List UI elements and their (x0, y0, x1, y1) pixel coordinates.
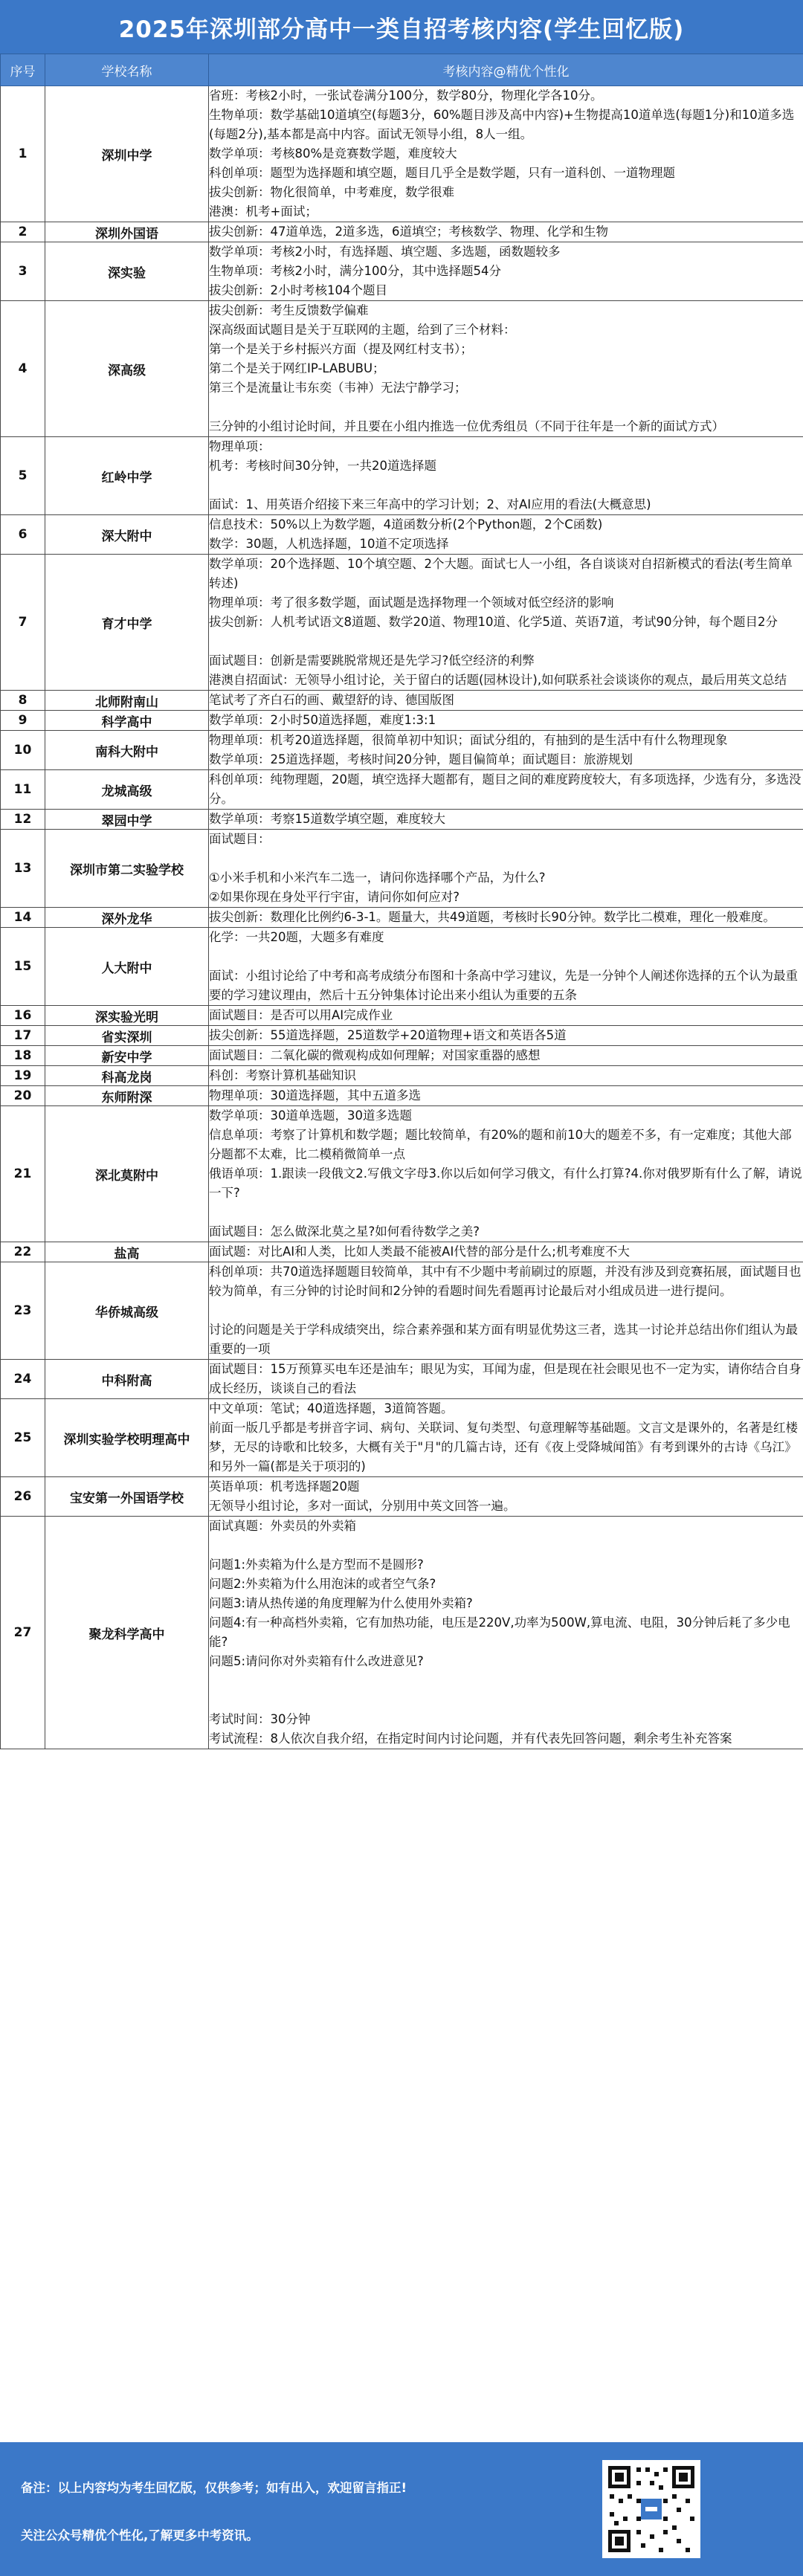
exam-content: 面试真题：外卖员的外卖箱 问题1:外卖箱为什么是方型而不是圆形? 问题2:外卖箱为什么用泡沫的或者空气条? 问题3:请从热传递的角度理解为什么使用外卖箱? 问题4:有一种高档外卖箱，它有加热功能，电压是220V,功率为500W,算电流、电阻，30分钟后耗了多少电能? 问题5:请问你对外卖箱有什么改进意见? 考试时间：30分钟 考试流程：8人依次自我介绍，在指定时间内讨论问题，并有代表先回答问题，剩余考生补充答案 (209, 1517, 803, 1749)
row-index: 17 (1, 1026, 45, 1046)
exam-content: 数学单项：考核2小时，有选择题、填空题、多选题，函数题较多 生物单项：考核2小时，满分100分，其中选择题54分 拔尖创新：2小时考核104个题目 (209, 242, 803, 301)
school-name: 宝安第一外国语学校 (45, 1477, 209, 1517)
row-index: 16 (1, 1006, 45, 1026)
header-school: 学校名称 (45, 54, 209, 86)
exam-content: 拔尖创新：47道单选，2道多选，6道填空；考核数学、物理、化学和生物 (209, 222, 803, 242)
school-name: 中科附高 (45, 1360, 209, 1399)
table-row (1, 731, 803, 770)
table-row (1, 928, 803, 1006)
table-row (1, 86, 803, 222)
school-name: 新安中学 (45, 1046, 209, 1066)
row-index: 25 (1, 1399, 45, 1477)
table-row (1, 770, 803, 810)
table-row (1, 1046, 803, 1066)
exam-content: 信息技术：50%以上为数学题，4道函数分析(2个Python题，2个C函数) 数学：30题，人机选择题，10道不定项选择 (209, 515, 803, 555)
school-name: 深大附中 (45, 515, 209, 555)
row-index: 10 (1, 731, 45, 770)
school-name: 盐高 (45, 1242, 209, 1262)
school-name: 人大附中 (45, 928, 209, 1006)
exam-content: 数学单项：30道单选题，30道多选题 信息单项：考察了计算机和数学题；题比较简单，有20%的题和前10大的题差不多，有一定难度；其他大部分题都不太难，比二模稍微简单一点 俄语单项：1.跟读一段俄文2.写俄文字母3.你以后如何学习俄文，有什么打算?4.你对俄罗斯有什么了解，请说一下? 面试题目：怎么做深北莫之星?如何看待数学之美? (209, 1106, 803, 1242)
school-name: 南科大附中 (45, 731, 209, 770)
row-index: 7 (1, 555, 45, 691)
table-row (1, 515, 803, 555)
table-row (1, 908, 803, 928)
row-index: 24 (1, 1360, 45, 1399)
table-row (1, 242, 803, 301)
exam-content: 科创：考察计算机基础知识 (209, 1066, 803, 1086)
footer-follow-note: 关注公众号精优个性化,了解更多中考资讯。 (21, 2528, 259, 2543)
footer (0, 2442, 803, 2576)
exam-content: 面试题目：是否可以用AI完成作业 (209, 1006, 803, 1026)
row-index: 6 (1, 515, 45, 555)
header-content: 考核内容@精优个性化 (209, 54, 803, 86)
row-index: 5 (1, 437, 45, 515)
row-index: 13 (1, 830, 45, 908)
table-row (1, 1106, 803, 1242)
exam-content: 数学单项：20个选择题、10个填空题、2个大题。面试七人一小组，各自谈谈对自招新模式的看法(考生简单转述) 物理单项：考了很多数学题，面试题是选择物理一个领域对低空经济的影响 拔尖创新：人机考试语文8道题、数学20道、物理10道、化学5道、英语7道，考试90分钟，每个题目2分 面试题目：创新是需要跳脱常规还是先学习?低空经济的利弊 港澳自招面试：无领导小组讨论，关于留白的话题(园林设计),如何联系社会谈谈你的观点，最后用英文总结 (209, 555, 803, 691)
row-index: 20 (1, 1086, 45, 1106)
table-row (1, 222, 803, 242)
school-name: 北师附南山 (45, 691, 209, 711)
row-index: 15 (1, 928, 45, 1006)
table-header-row (1, 54, 803, 86)
row-index: 12 (1, 810, 45, 830)
exam-content: 笔试考了齐白石的画、戴望舒的诗、德国版图 (209, 691, 803, 711)
school-name: 深实验 (45, 242, 209, 301)
school-name: 东师附深 (45, 1086, 209, 1106)
school-name: 深圳实验学校明理高中 (45, 1399, 209, 1477)
school-name: 聚龙科学高中 (45, 1517, 209, 1749)
row-index: 3 (1, 242, 45, 301)
table-body (1, 86, 803, 1749)
exam-content: 物理单项：30道选择题，其中五道多选 (209, 1086, 803, 1106)
row-index: 27 (1, 1517, 45, 1749)
row-index: 9 (1, 711, 45, 731)
qr-code-graphic (602, 2460, 700, 2558)
table-row (1, 1006, 803, 1026)
row-index: 14 (1, 908, 45, 928)
row-index: 4 (1, 301, 45, 437)
row-index: 19 (1, 1066, 45, 1086)
exam-content: 中文单项：笔试；40道选择题，3道简答题。 前面一版几乎都是考拼音字词、病句、关联词、复句类型、句意理解等基础题。文言文是课外的，名著是红楼梦，无尽的诗歌和比较多，大概有关于"月"的几篇古诗，还有《夜上受降城闻笛》有考到课外的古诗《乌江》和另外一篇(都是关于项羽的) (209, 1399, 803, 1477)
row-index: 23 (1, 1262, 45, 1360)
exam-content: 省班：考核2小时，一张试卷满分100分，数学80分，物理化学各10分。 生物单项：数学基础10道填空(每题3分，60%题目涉及高中内容)+生物提高10道单选(每题1分)和10道多选(每题2分),基本都是高中内容。面试无领导小组，8人一组。 数学单项：考核80%是竞赛数学题，难度较大 科创单项：题型为选择题和填空题，题目几乎全是数学题，只有一道科创、一道物理题 拔尖创新：物化很简单，中考难度，数学很难 港澳：机考+面试； (209, 86, 803, 222)
school-name: 科学高中 (45, 711, 209, 731)
school-name: 科高龙岗 (45, 1066, 209, 1086)
exam-content: 拔尖创新：考生反馈数学偏难 深高级面试题目是关于互联网的主题，给到了三个材料： 第一个是关于乡村振兴方面（提及网红村支书）； 第二个是关于网红IP-LABUBU； 第三个是流量让韦东奕（韦神）无法宁静学习； 三分钟的小组讨论时间，并且要在小组内推选一位优秀组员（不同于往年是一个新的面试方式） (209, 301, 803, 437)
exam-content: 面试题目：15万预算买电车还是油车；眼见为实，耳闻为虚，但是现在社会眼见也不一定为实，请你结合自身成长经历，谈谈自己的看法 (209, 1360, 803, 1399)
exam-content: 拔尖创新：数理化比例约6-3-1。题量大，共49道题，考核时长90分钟。数学比二模难，理化一般难度。 (209, 908, 803, 928)
exam-content: 面试题目：二氧化碳的微观构成如何理解；对国家重器的感想 (209, 1046, 803, 1066)
table-row (1, 1086, 803, 1106)
table-row (1, 1360, 803, 1399)
row-index: 18 (1, 1046, 45, 1066)
header-index: 序号 (1, 54, 45, 86)
table-row (1, 1066, 803, 1086)
exam-content: 科创单项：纯物理题，20题，填空选择大题都有，题目之间的难度跨度较大，有多项选择，少选有分，多选没分。 (209, 770, 803, 810)
school-name: 深北莫附中 (45, 1106, 209, 1242)
footer-note: 备注：以上内容均为考生回忆版，仅供参考；如有出入，欢迎留言指正! (21, 2481, 407, 2495)
exam-content: 化学：一共20题，大题多有难度 面试：小组讨论给了中考和高考成绩分布图和十条高中学习建议，先是一分钟个人阐述你选择的五个认为最重要的学习建议理由，然后十五分钟集体讨论出来小组认为重要的五条 (209, 928, 803, 1006)
row-index: 2 (1, 222, 45, 242)
row-index: 22 (1, 1242, 45, 1262)
row-index: 21 (1, 1106, 45, 1242)
school-name: 深实验光明 (45, 1006, 209, 1026)
row-index: 1 (1, 86, 45, 222)
school-name: 深高级 (45, 301, 209, 437)
school-name: 红岭中学 (45, 437, 209, 515)
exam-table (0, 54, 803, 1749)
table-row (1, 830, 803, 908)
school-name: 深圳市第二实验学校 (45, 830, 209, 908)
table-row (1, 1477, 803, 1517)
exam-content: 物理单项：机考20道选择题，很简单初中知识；面试分组的，有抽到的是生活中有什么物理现象 数学单项：25道选择题，考核时间20分钟，题目偏简单；面试题目：旅游规划 (209, 731, 803, 770)
row-index: 11 (1, 770, 45, 810)
school-name: 深外龙华 (45, 908, 209, 928)
school-name: 育才中学 (45, 555, 209, 691)
table-row (1, 810, 803, 830)
table-row (1, 1517, 803, 1749)
exam-content: 英语单项：机考选择题20题 无领导小组讨论，多对一面试，分别用中英文回答一遍。 (209, 1477, 803, 1517)
school-name: 华侨城高级 (45, 1262, 209, 1360)
exam-content: 拔尖创新：55道选择题，25道数学+20道物理+语文和英语各5道 (209, 1026, 803, 1046)
exam-content: 数学单项：2小时50道选择题，难度1:3:1 (209, 711, 803, 731)
school-name: 深圳中学 (45, 86, 209, 222)
table-row (1, 1242, 803, 1262)
row-index: 8 (1, 691, 45, 711)
exam-content: 面试题：对比AI和人类，比如人类最不能被AI代替的部分是什么;机考难度不大 (209, 1242, 803, 1262)
school-name: 省实深圳 (45, 1026, 209, 1046)
exam-content: 物理单项： 机考：考核时间30分钟，一共20道选择题 面试：1、用英语介绍接下来三年高中的学习计划；2、对AI应用的看法(大概意思) (209, 437, 803, 515)
table-row (1, 1399, 803, 1477)
school-name: 翠园中学 (45, 810, 209, 830)
table-row (1, 555, 803, 691)
table-row (1, 691, 803, 711)
table-row (1, 1026, 803, 1046)
school-name: 龙城高级 (45, 770, 209, 810)
table-row (1, 711, 803, 731)
table-row (1, 437, 803, 515)
table-row (1, 301, 803, 437)
exam-content: 面试题目： ①小米手机和小米汽车二选一，请问你选择哪个产品，为什么? ②如果你现在身处平行宇宙，请问你如何应对? (209, 830, 803, 908)
table-row (1, 1262, 803, 1360)
exam-content: 科创单项：共70道选择题题目较简单，其中有不少题中考前刷过的原题，并没有涉及到竞赛拓展，面试题目也较为简单，有三分钟的讨论时间和2分钟的看题时间先看题再讨论最后对小组成员进一进行提问。 讨论的问题是关于学科成绩突出，综合素养强和某方面有明显优势这三者，选其一讨论并总结出你们组认为最重要的一项 (209, 1262, 803, 1360)
row-index: 26 (1, 1477, 45, 1517)
exam-content: 数学单项：考察15道数学填空题，难度较大 (209, 810, 803, 830)
qr-code-icon (602, 2460, 700, 2558)
school-name: 深圳外国语 (45, 222, 209, 242)
page-title: 2025年深圳部分高中一类自招考核内容(学生回忆版) (0, 0, 803, 54)
